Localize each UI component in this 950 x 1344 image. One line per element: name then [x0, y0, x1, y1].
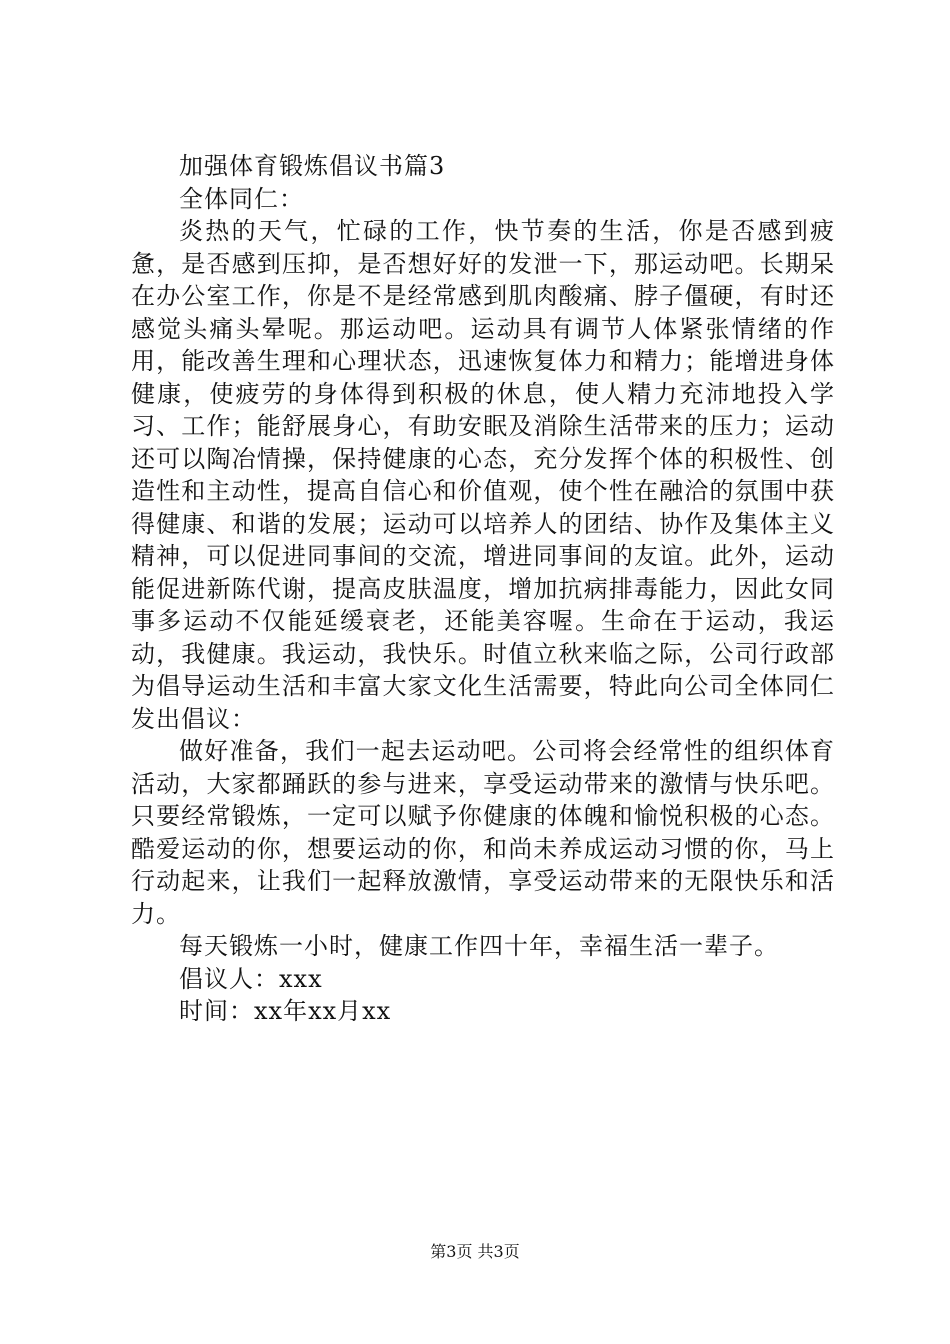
- date-line: 时间：xx年xx月xx: [179, 997, 392, 1025]
- document-body: [131, 150, 835, 1028]
- body-paragraph-2: 做好准备，我们一起去运动吧。公司将会经常性的组织体育活动，大家都踊跃的参与进来，享受运动带来的激情与快乐吧。只要经常锻炼，一定可以赋予你健康的体魄和愉悦积极的心态。酷爱运动的你，想要运动的你，和尚未养成运动习惯的你，马上行动起来，让我们一起释放激情，享受运动带来的无限快乐和活力。: [131, 737, 835, 928]
- signer-line: 倡议人：xxx: [179, 964, 323, 993]
- body-paragraph-1: 炎热的天气，忙碌的工作，快节奏的生活，你是否感到疲惫，是否感到压抑，是否想好好的发泄一下，那运动吧。长期呆在办公室工作，你是不是经常感到肌肉酸痛、脖子僵硬，有时还感觉头痛头晕呢。那运动吧。运动具有调节人体紧张情绪的作用，能改善生理和心理状态，迅速恢复体力和精力；能增进身体健康，使疲劳的身体得到积极的休息，使人精力充沛地投入学习、工作；能舒展身心，有助安眠及消除生活带来的压力；运动还可以陶冶情操，保持健康的心态，充分发挥个体的积极性、创造性和主动性，提高自信心和价值观，使个性在融洽的氛围中获得健康、和谐的发展；运动可以培养人的团结、协作及集体主义精神，可以促进同事间的交流，增进同事间的友谊。此外，运动能促进新陈代谢，提高皮肤温度，增加抗病排毒能力，因此女同事多运动不仅能延缓衰老，还能美容喔。生命在于运动，我运动，我健康。我运动，我快乐。时值立秋来临之际，公司行政部为倡导运动生活和丰富大家文化生活需要，特此向公司全体同仁发出倡议：: [131, 217, 835, 733]
- page-number-footer: 第3页 共3页: [430, 1242, 520, 1261]
- salutation: 全体同仁：: [179, 184, 304, 213]
- document-title: 加强体育锻炼倡议书篇3: [179, 152, 446, 180]
- slogan-paragraph: 每天锻炼一小时，健康工作四十年，幸福生活一辈子。: [179, 932, 779, 960]
